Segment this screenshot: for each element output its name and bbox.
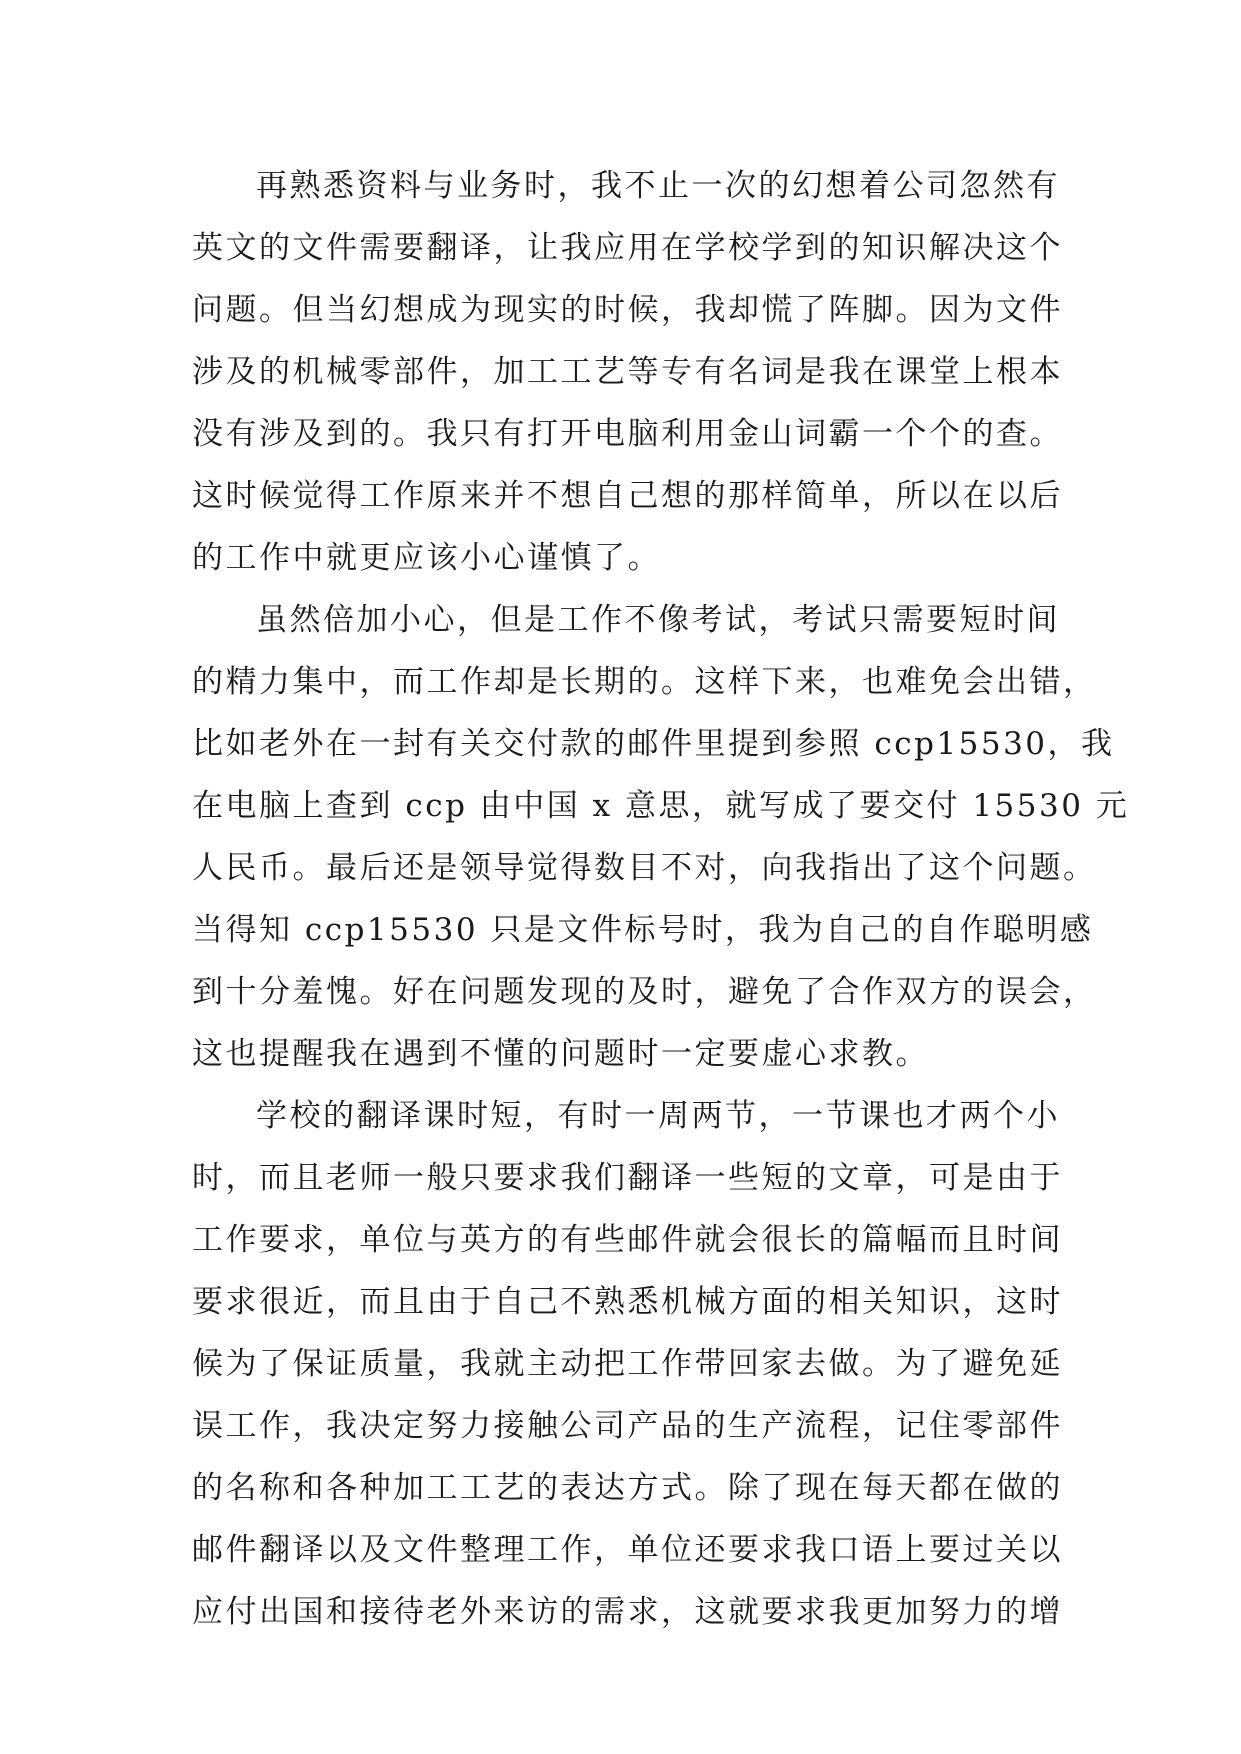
text-line: 工作要求，单位与英方的有些邮件就会很长的篇幅而且时间 <box>192 1222 1063 1258</box>
paragraph-1 <box>192 155 1063 589</box>
text-line: 学校的翻译课时短，有时一周两节，一节课也才两个小 <box>256 1098 1060 1134</box>
text-line: 这也提醒我在遇到不懂的问题时一定要虚心求教。 <box>192 1036 929 1072</box>
text-line: 这时候觉得工作原来并不想自己想的那样简单，所以在以后 <box>192 478 1063 514</box>
text-line: 在电脑上查到 ccp 由中国 x 意思，就写成了要交付 15530 元 <box>192 788 1130 824</box>
text-line: 邮件翻译以及文件整理工作，单位还要求我口语上要过关以 <box>192 1532 1063 1568</box>
text-line: 没有涉及到的。我只有打开电脑利用金山词霸一个个的查。 <box>192 416 1063 452</box>
text-line: 当得知 ccp15530 只是文件标号时，我为自己的自作聪明感 <box>192 912 1094 948</box>
text-line: 比如老外在一封有关交付款的邮件里提到参照 ccp15530，我 <box>192 726 1115 762</box>
text-line: 要求很近，而且由于自己不熟悉机械方面的相关知识，这时 <box>192 1284 1063 1320</box>
text-line: 英文的文件需要翻译，让我应用在学校学到的知识解决这个 <box>192 230 1063 266</box>
text-line: 候为了保证质量，我就主动把工作带回家去做。为了避免延 <box>192 1346 1063 1382</box>
text-line: 到十分羞愧。好在问题发现的及时，避免了合作双方的误会， <box>192 974 1097 1010</box>
text-line: 涉及的机械零部件，加工工艺等专有名词是我在课堂上根本 <box>192 354 1063 390</box>
paragraph-3 <box>192 1085 1063 1643</box>
text-line: 的精力集中，而工作却是长期的。这样下来，也难免会出错， <box>192 664 1097 700</box>
paragraph-2 <box>192 589 1130 1085</box>
text-line: 的名称和各种加工工艺的表达方式。除了现在每天都在做的 <box>192 1470 1063 1506</box>
text-line: 时，而且老师一般只要求我们翻译一些短的文章，可是由于 <box>192 1160 1063 1196</box>
text-line: 应付出国和接待老外来访的需求，这就要求我更加努力的增 <box>192 1594 1063 1630</box>
text-line: 人民币。最后还是领导觉得数目不对，向我指出了这个问题。 <box>192 850 1097 886</box>
text-line: 问题。但当幻想成为现实的时候，我却慌了阵脚。因为文件 <box>192 292 1063 328</box>
text-line: 虽然倍加小心，但是工作不像考试，考试只需要短时间 <box>256 602 1060 638</box>
text-line: 再熟悉资料与业务时，我不止一次的幻想着公司忽然有 <box>256 168 1060 204</box>
body-text <box>192 155 1130 1643</box>
text-line: 的工作中就更应该小心谨慎了。 <box>192 540 661 576</box>
text-line: 误工作，我决定努力接触公司产品的生产流程，记住零部件 <box>192 1408 1063 1444</box>
